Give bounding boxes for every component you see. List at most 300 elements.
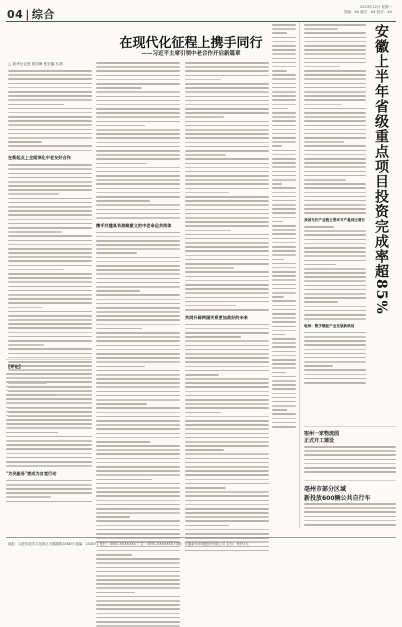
text-line [272,208,296,210]
text-line [304,162,366,164]
text-line [185,357,269,359]
text-line [96,252,137,254]
text-line [96,154,180,156]
text-line [185,340,269,342]
text-line [96,416,180,418]
text-line [185,449,224,451]
text-line [304,95,366,97]
text-line [185,238,269,240]
text-line [8,177,92,179]
text-line [96,366,145,368]
text-line [272,74,296,76]
text-line [96,361,180,363]
article-2-title [304,430,339,444]
text-line [8,83,92,85]
text-line [304,62,366,64]
text-line [96,116,180,118]
text-line [185,309,269,311]
text-line [8,185,92,187]
article-2-title-main: 宿州一家物流园 [304,431,340,437]
text-line [272,217,296,219]
text-line [185,324,269,326]
text-line [272,91,296,93]
text-line [185,230,231,232]
text-line [185,83,269,85]
text-line [185,137,269,139]
text-line [8,277,92,279]
text-line [185,407,269,409]
text-line [6,386,92,388]
text-line [8,315,92,317]
header-meta-editors: 责编：XX 版式：XX 校对：XX [343,10,392,14]
text-line [8,189,92,191]
text-line [96,407,180,409]
rule-bottom-right-1 [304,426,396,427]
text-line [96,558,180,560]
text-line [304,108,366,110]
text-line [96,349,180,351]
text-line [96,458,180,460]
text-line [8,120,92,122]
text-line [272,24,296,26]
text-line [272,317,296,319]
text-line [304,175,366,177]
text-line [185,87,269,89]
text-line [96,66,180,68]
text-line [304,196,366,198]
text-line [96,209,180,211]
text-line [272,279,296,281]
text-line [304,255,366,257]
text-line [272,66,296,68]
text-line [272,233,296,235]
text-line [304,28,338,30]
text-line [272,192,296,194]
text-line [96,500,180,502]
text-line [304,183,366,185]
text-line [6,394,56,396]
text-line [272,384,296,386]
text-line [272,426,296,428]
text-line [96,378,180,380]
text-line [304,116,366,118]
text-line [185,370,269,372]
column-divider [299,22,300,528]
text-line [8,137,92,139]
text-line [185,91,269,93]
text-line [185,66,269,68]
text-line [304,129,366,131]
text-line [6,461,92,463]
text-line [304,520,396,522]
lead-subhead: ——习近平主席引领中老合作开启新篇章 [141,51,241,57]
text-line [185,70,269,72]
text-line [185,183,269,185]
text-line [185,75,269,77]
text-line [185,512,269,514]
text-line [304,243,366,245]
text-line [8,219,92,221]
text-line [272,330,296,332]
text-line [272,171,296,173]
text-line [185,525,229,527]
text-line [185,288,269,290]
text-line [8,145,92,147]
text-line [8,298,92,300]
text-line [304,200,366,202]
text-line [96,353,180,355]
text-line [304,507,396,509]
side-subtitle-1: 我国光伏产业链主要环节产量同比增长 [304,218,366,223]
text-line [185,133,269,135]
text-line [304,239,366,241]
text-line [185,209,269,211]
text-line [185,374,219,376]
text-line [6,488,92,490]
text-line [272,108,288,110]
lead-section-heading-1: 在新起点上全面深化中老友好合作 [8,155,71,161]
text-line [272,45,296,47]
text-line [304,24,366,26]
text-line [272,393,296,395]
text-line [272,267,296,269]
text-line [272,212,296,214]
text-line [304,212,366,214]
text-line [272,376,296,378]
text-line [185,150,269,152]
text-line [8,133,92,135]
text-line [8,223,92,225]
text-line [8,307,42,309]
text-line [304,125,366,127]
text-line [8,202,92,204]
text-line [8,193,59,195]
text-line [96,236,180,238]
text-line [272,83,296,85]
text-line [272,145,282,147]
text-line [272,120,296,122]
text-line [96,441,150,443]
commentary-tag: 【评论】 [6,364,23,369]
text-line [272,28,296,30]
text-line [8,323,92,325]
text-line [96,453,180,455]
text-line [96,428,180,430]
text-line [304,471,396,473]
text-line [96,550,180,552]
text-line [96,171,180,173]
text-line [8,311,92,313]
text-line [185,395,269,397]
text-line [96,290,140,292]
text-line [96,617,180,619]
text-line [272,346,296,348]
text-line [96,340,180,342]
text-line [185,516,269,518]
text-line [304,187,366,189]
text-line [96,386,180,388]
text-line [96,62,180,64]
text-line [96,391,180,393]
text-line [8,256,92,258]
text-line [304,141,344,143]
text-line [304,41,366,43]
text-line [304,336,366,338]
text-line [272,271,296,273]
text-line [304,454,396,456]
text-line [304,120,366,122]
article-1-title-main: 亳州市部分区域 [304,486,347,493]
text-line [8,99,92,101]
text-line [96,336,180,338]
text-line [8,70,92,72]
text-line [304,289,366,291]
text-line [185,179,269,181]
text-line [304,293,366,295]
text-line [96,146,180,148]
text-line [304,145,366,147]
text-line [304,318,366,320]
text-line [185,96,269,98]
page-number: 04 [7,8,24,21]
side-vertical-headline: 安徽上半年省级重点项目投资完成率超85% [373,24,389,315]
text-line [96,307,180,309]
text-line [272,401,296,403]
text-line [272,397,296,399]
text-line [304,516,396,518]
text-line [96,217,180,219]
text-line [6,457,92,459]
text-line [6,501,92,503]
text-line [185,420,269,422]
text-line [96,445,180,447]
text-line [96,529,180,531]
text-line [8,235,92,237]
text-line [96,395,180,397]
text-line [272,288,296,290]
text-line [6,381,92,383]
text-line [304,78,366,80]
text-line [96,282,180,284]
text-line [96,278,180,280]
text-line [96,474,180,476]
text-line [272,292,296,294]
text-line [8,248,92,250]
text-line [304,204,366,206]
text-line [96,583,180,585]
text-line [185,529,269,531]
text-line [96,133,180,135]
text-line [8,210,92,212]
text-line [304,446,396,448]
text-line [185,104,269,106]
text-line [185,108,269,110]
text-line [96,303,180,305]
text-line [272,422,296,424]
text-line [272,158,296,160]
text-line [6,432,58,434]
text-line [272,275,296,277]
text-line [304,179,346,181]
text-line [6,402,92,404]
text-line [304,524,396,526]
text-line [272,342,296,344]
text-line [8,265,92,267]
text-line [8,281,92,283]
text-line [6,448,92,450]
text-line [304,264,336,266]
text-line [96,294,180,296]
text-line [8,231,62,233]
text-line [96,433,180,435]
side-article-body [304,24,366,384]
text-line [272,32,287,34]
text-line [96,370,180,372]
text-line [272,372,286,374]
text-line [8,198,92,200]
text-line [272,204,296,206]
text-line [8,214,92,216]
text-line [185,424,269,426]
text-line [185,297,269,299]
text-line [8,78,92,80]
text-line [304,154,366,156]
page-folio: 04 | 综合 [7,8,55,21]
text-line [185,284,269,286]
text-line [304,247,366,249]
rule-bottom-right-2 [304,480,396,481]
text-line [96,286,180,288]
text-line [272,125,296,127]
text-line [185,213,269,215]
text-line [272,326,296,328]
text-line [272,413,296,415]
text-line [185,533,269,535]
text-line [304,260,366,262]
text-line [96,137,180,139]
text-line [272,296,284,298]
lead-section-heading-3: 共同开辟两国关系更加美好的未来 [185,314,248,320]
text-line [96,562,180,564]
text-line [304,58,366,60]
text-line [185,280,269,282]
text-line [304,268,366,270]
lead-section-heading-2: 携手共建具有战略意义的中老命运共同体 [96,222,172,228]
text-line [185,416,269,418]
text-line [96,315,180,317]
text-line [96,332,180,334]
text-line [96,324,180,326]
text-line [8,108,92,110]
text-line [8,269,64,271]
text-line [185,163,269,165]
text-line [185,246,269,248]
text-line [185,116,224,118]
text-line [96,420,180,422]
text-line [185,428,269,430]
text-line [8,227,92,229]
text-line [96,240,180,242]
text-line [96,104,180,106]
text-line [272,334,285,336]
text-line [304,208,366,210]
text-line [96,188,180,190]
text-line [96,424,180,426]
text-line [96,232,180,234]
text-line [96,328,142,330]
text-line [96,449,180,451]
text-line [185,62,269,64]
text-line [6,423,92,425]
text-line [272,95,296,97]
text-line [272,183,282,185]
text-line [8,95,92,97]
page-footer: 地址：合肥市政务文化新区天鹅湖路1888号 邮编：230071 发行：0551-XXXXXXX 广告：0551-XXXXXXX 印刷：安徽新华印刷股份有限公司 定价：每份1元 [8,542,249,546]
text-line [185,142,269,144]
text-line [304,310,366,312]
text-line [185,462,269,464]
text-line [304,378,366,380]
text-line [185,332,269,334]
text-line [185,196,269,198]
text-line [96,462,180,464]
text-line [185,487,226,489]
text-line [304,382,366,384]
text-line [185,263,269,265]
text-line [185,361,269,363]
text-line [96,183,180,185]
header-meta-date: 2023年12月 星期一 [360,5,392,9]
text-line [96,374,180,376]
text-line [185,154,226,156]
text-line [304,463,396,465]
text-line [8,168,92,170]
text-line [272,133,296,135]
text-line [272,418,296,420]
text-line [96,311,180,313]
text-line [96,261,180,263]
text-line [304,234,366,236]
text-line [96,512,180,514]
text-line [304,314,366,316]
text-line [185,403,269,405]
text-line [6,398,92,400]
text-line [96,244,180,246]
text-line [185,292,269,294]
text-line [272,175,296,177]
article-2-body [304,446,396,473]
text-line [272,388,296,390]
text-line [185,234,269,236]
text-line [304,374,366,376]
text-line [8,74,92,76]
text-line [6,436,92,438]
text-line [185,129,269,131]
text-line [96,504,180,506]
text-line [304,353,366,355]
text-line [8,91,92,93]
text-line [6,427,92,429]
text-line [8,332,92,334]
top-rule [6,21,396,22]
text-line [96,179,180,181]
lead-column-3 [185,62,269,551]
text-line [6,440,92,442]
text-line [96,150,180,152]
text-line [6,496,51,498]
text-line [96,83,180,85]
text-line [96,357,180,359]
